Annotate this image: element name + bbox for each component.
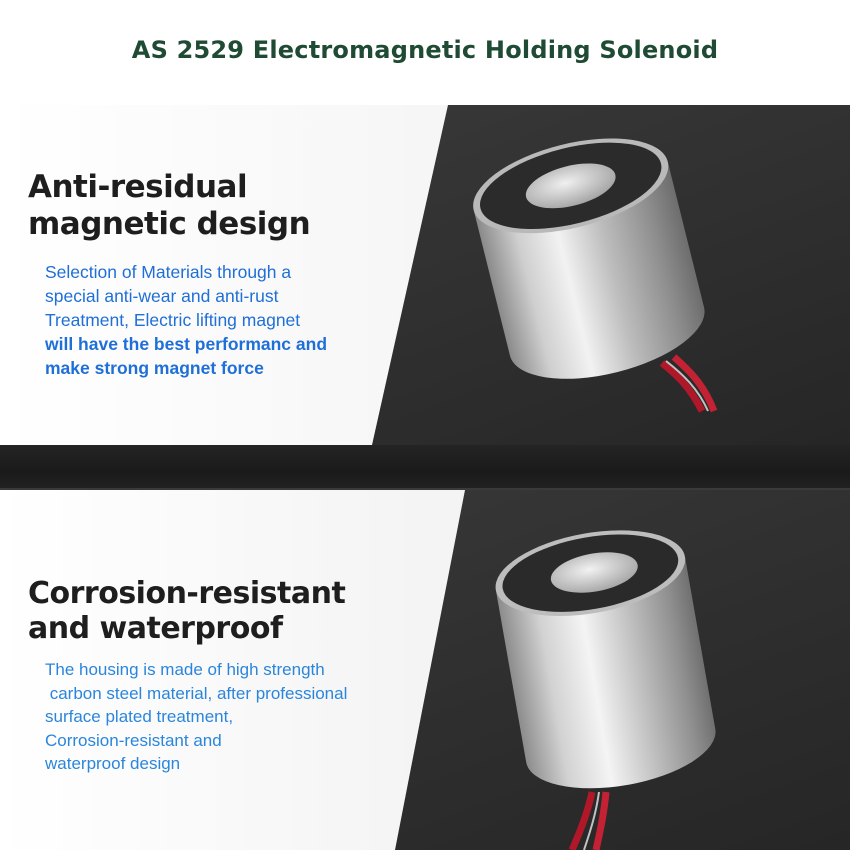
feature-panel-corrosion-resistant	[0, 490, 850, 850]
description-line: Corrosion-resistant and	[45, 730, 222, 750]
description-line-bold: will have the best performanc and	[45, 334, 328, 354]
feature-heading	[28, 576, 345, 647]
solenoid-photo	[462, 113, 722, 413]
feature-heading	[28, 169, 310, 242]
feature-panel-anti-residual	[0, 105, 850, 445]
section-divider	[0, 445, 850, 490]
description-line: surface plated treatment,	[45, 707, 234, 726]
description-line: The housing is made of high strength	[45, 660, 325, 679]
page-title: AS 2529 Electromagnetic Holding Solenoid	[131, 36, 719, 64]
description-line: Treatment, Electric lifting magnet	[45, 310, 301, 330]
description-line: Selection of Materials through a	[45, 262, 292, 282]
description-line: special anti-wear and anti-rust	[45, 286, 279, 306]
description-line: carbon steel material, after professional	[45, 683, 348, 703]
feature-description	[45, 658, 347, 776]
feature-description	[45, 260, 327, 380]
solenoid-photo	[480, 502, 730, 850]
description-line: waterproof design	[45, 754, 181, 773]
heading-line: Corrosion-resistant	[28, 576, 346, 611]
description-line-bold: make strong magnet force	[45, 358, 264, 378]
heading-line: magnetic design	[28, 205, 311, 242]
heading-line: and waterproof	[28, 611, 283, 647]
heading-line: Anti-residual	[28, 169, 248, 205]
